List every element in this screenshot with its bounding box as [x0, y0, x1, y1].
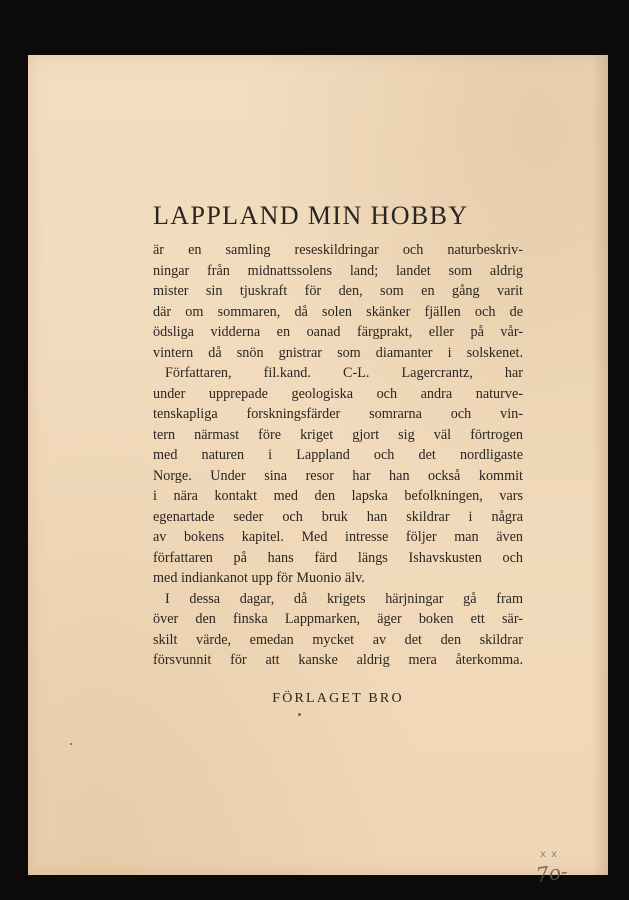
pencil-price: 7o- — [534, 858, 570, 888]
paper-edge — [592, 55, 608, 875]
text-line: under upprepade geologiska och andra naturve- — [153, 385, 523, 402]
book-back-cover — [28, 55, 608, 888]
text-line: i nära kontakt med den lapska befolkningen, vars — [153, 488, 523, 504]
text-line: egenartade seder och bruk han skildrar i några — [153, 508, 523, 525]
text-line: tenskapliga forskningsfärder somrarna och vin- — [153, 406, 523, 422]
blurb-block — [153, 200, 523, 709]
book-title: LAPPLAND MIN HOBBY — [153, 201, 469, 230]
text-line: Författaren, fil.kand. C-L. Lagercrantz, har — [165, 365, 523, 381]
ink-speck — [70, 743, 72, 745]
text-line: ödsliga vidderna en oanad färgprakt, eller på vår- — [153, 324, 523, 340]
text-line: författaren på hans färd längs Ishavskusten och — [153, 549, 523, 566]
text-line: där om sommaren, då solen skänker fjällen och de — [153, 303, 523, 320]
text-line: av bokens kapitel. Med intresse följer man även — [153, 529, 523, 545]
paragraph-1 — [153, 240, 523, 363]
text-line: försvunnit för att kanske aldrig mera återkomma. — [153, 652, 523, 668]
text-line: tern närmast före kriget gjort sig väl förtrogen — [153, 426, 523, 443]
publisher-imprint: FÖRLAGET BRO — [272, 690, 404, 706]
paragraph-2 — [153, 363, 523, 589]
text-line: över den finska Lappmarken, äger boken ett sär- — [153, 611, 523, 627]
text-line: Norge. Under sina resor har han också kommit — [153, 467, 523, 484]
text-line: med naturen i Lappland och det nordligaste — [153, 447, 523, 463]
text-line: med indiankanot upp för Muonio älv. — [153, 570, 365, 586]
text-line: vintern då snön gnistrar som diamanter i solskenet. — [153, 344, 523, 361]
paragraph-3 — [153, 589, 523, 671]
text-line: I dessa dagar, då krigets härjningar gå fram — [165, 590, 523, 607]
ink-speck — [298, 713, 301, 716]
text-line: ningar från midnattssolens land; landet som aldrig — [153, 262, 523, 279]
text-line: är en samling reseskildringar och naturbeskriv- — [153, 242, 523, 258]
text-line: mister sin tjuskraft för den, som en gång varit — [153, 283, 523, 299]
blurb-body — [153, 240, 523, 671]
pencil-mark: x x — [540, 849, 559, 860]
text-line: skilt värde, emedan mycket av det den skildrar — [153, 631, 523, 648]
